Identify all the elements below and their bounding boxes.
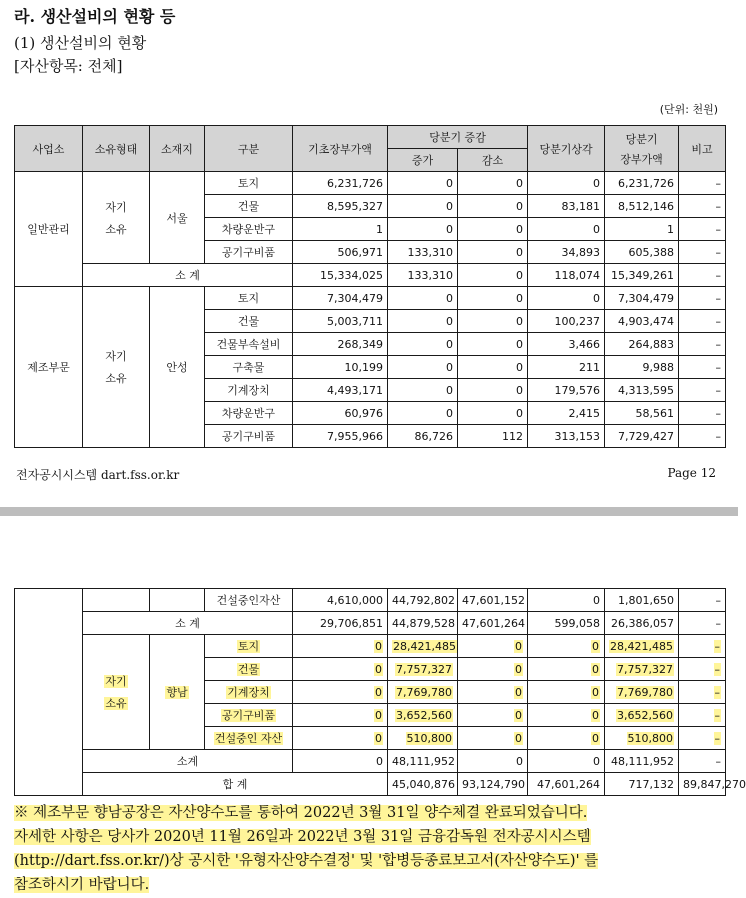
decrease-text: 0 [515,662,522,676]
closing-text: 510,800 [627,731,673,745]
category-text: 기계장치 [227,686,270,699]
opening-cell: 0 [293,750,388,773]
decrease-cell: 0 [458,241,528,264]
header-closing-book-value [605,126,679,172]
increase-cell [388,658,458,681]
decrease-cell: 112 [458,425,528,448]
depreciation-cell: 717,132 [605,773,679,796]
ownership-line2: 소유 [105,697,127,710]
opening-cell: 8,595,327 [293,195,388,218]
remark-cell: – [679,333,726,356]
increase-cell: 0 [388,356,458,379]
decrease-cell: 47,601,264 [528,773,605,796]
closing-cell: 9,988 [605,356,679,379]
table-row [15,635,726,658]
category-cell [205,658,293,681]
opening-cell: 7,955,966 [293,425,388,448]
decrease-cell: 0 [458,379,528,402]
remark-text: – [714,708,720,722]
increase-cell: 93,124,790 [458,773,528,796]
ownership-line2: 소유 [105,222,127,236]
category-cell: 건물 [205,195,293,218]
division-cell: 일반관리 [15,172,83,287]
opening-cell: 7,304,479 [293,287,388,310]
opening-cell [293,727,388,750]
opening-text: 0 [375,731,382,745]
opening-cell: 1 [293,218,388,241]
closing-cell: 1,801,650 [605,589,679,612]
increase-cell [388,727,458,750]
decrease-text: 0 [515,685,522,699]
increase-cell: 0 [388,195,458,218]
decrease-cell: 0 [458,264,528,287]
category-text: 건물 [237,663,260,676]
category-text: 건설중인 자산 [214,732,283,745]
remark-cell [679,704,726,727]
increase-cell: 44,792,802 [388,589,458,612]
closing-cell [605,658,679,681]
location-cell: 서울 [150,172,205,264]
remark-cell: – [679,264,726,287]
header-ownership: 소유형태 [83,126,150,172]
depreciation-cell: 2,415 [528,402,605,425]
header-depreciation: 당분기상각 [528,126,605,172]
opening-cell: 506,971 [293,241,388,264]
increase-cell [388,704,458,727]
increase-cell: 0 [388,172,458,195]
subtotal-row [15,612,726,635]
increase-cell: 133,310 [388,264,458,287]
subtotal-row [15,264,726,287]
footer-source: 전자공시시스템 dart.fss.or.kr [16,468,180,482]
closing-cell: 7,304,479 [605,287,679,310]
depreciation-cell: 3,466 [528,333,605,356]
remark-cell [679,681,726,704]
ownership-cell [83,635,150,750]
closing-cell: 7,729,427 [605,425,679,448]
opening-cell [293,681,388,704]
header-category: 구분 [205,126,293,172]
depreciation-cell [528,704,605,727]
ownership-cell-continued [83,589,150,612]
decrease-cell: 0 [458,356,528,379]
footnote-line: 참조하시기 바랍니다. [14,877,150,893]
closing-cell: 15,349,261 [605,264,679,287]
remark-cell: – [679,287,726,310]
increase-cell: 0 [388,310,458,333]
closing-cell: 605,388 [605,241,679,264]
remark-cell: – [679,425,726,448]
subtotal-label: 소 계 [83,612,293,635]
increase-cell: 48,111,952 [388,750,458,773]
remark-cell: – [679,310,726,333]
category-cell [205,635,293,658]
remark-cell [679,635,726,658]
opening-cell: 6,231,726 [293,172,388,195]
increase-cell [388,681,458,704]
depreciation-cell [528,658,605,681]
location-cell: 안성 [150,287,205,448]
header-closing-line2: 장부가액 [620,152,663,166]
header-closing-line1: 당분기 [625,132,658,146]
opening-cell: 4,610,000 [293,589,388,612]
footnote-line: (http://dart.fss.or.kr/)상 공시한 '유형자산양수결정' 및 '합병등종료보고서(자산양수도)' 를 [14,853,599,869]
decrease-cell: 0 [458,172,528,195]
opening-cell: 15,334,025 [293,264,388,287]
header-location: 소재지 [150,126,205,172]
footer-page-number: Page 12 [667,466,716,480]
closing-cell: 89,847,270 [679,773,726,796]
depreciation-text: 0 [592,639,599,653]
ownership-line2: 소유 [105,372,127,385]
opening-text: 0 [375,708,382,722]
closing-text: 7,769,780 [617,685,673,699]
category-text: 공기구비품 [221,709,276,722]
depreciation-cell [528,635,605,658]
division-cell: 제조부문 [15,287,83,448]
category-cell: 토지 [205,287,293,310]
facility-table-top [14,125,726,448]
depreciation-text: 0 [592,731,599,745]
opening-text: 0 [375,662,382,676]
remark-cell: – [679,402,726,425]
remark-text: – [714,731,720,745]
increase-text: 7,769,780 [396,685,452,699]
decrease-cell: 0 [458,310,528,333]
closing-cell: 1 [605,218,679,241]
footnote-line: 자세한 사항은 당사가 2020년 11월 26일과 2022년 3월 31일 금융감독원 전자공시시스템 [14,829,591,845]
decrease-cell [458,704,528,727]
depreciation-cell: 118,074 [528,264,605,287]
remark-cell: – [679,172,726,195]
opening-cell [293,704,388,727]
category-cell: 건설중인자산 [205,589,293,612]
opening-cell: 29,706,851 [293,612,388,635]
closing-cell [605,704,679,727]
category-cell [205,727,293,750]
remark-cell: – [679,218,726,241]
decrease-cell: 47,601,264 [458,612,528,635]
depreciation-cell: 83,181 [528,195,605,218]
opening-cell [293,635,388,658]
increase-cell: 0 [388,218,458,241]
table-header-row [15,126,726,149]
closing-cell: 6,231,726 [605,172,679,195]
depreciation-cell [528,727,605,750]
depreciation-text: 0 [592,685,599,699]
subtotal-row [15,750,726,773]
decrease-cell [458,635,528,658]
opening-cell: 60,976 [293,402,388,425]
closing-cell [605,681,679,704]
increase-text: 28,421,485 [393,639,456,653]
opening-cell: 10,199 [293,356,388,379]
decrease-cell [458,658,528,681]
table-row [15,589,726,612]
header-increase: 증가 [388,149,458,172]
table-row [15,287,726,310]
location-cell [150,635,205,750]
header-change: 당분기 증감 [388,126,528,149]
decrease-text: 0 [515,731,522,745]
decrease-cell: 0 [458,218,528,241]
decrease-cell: 47,601,152 [458,589,528,612]
table-row [15,172,726,195]
location-cell-continued [150,589,205,612]
depreciation-text: 0 [592,708,599,722]
category-cell [205,704,293,727]
increase-text: 3,652,560 [396,708,452,722]
opening-text: 0 [375,639,382,653]
decrease-cell [458,727,528,750]
location-text: 향남 [166,686,188,699]
increase-cell [388,635,458,658]
closing-cell: 26,386,057 [605,612,679,635]
increase-cell: 0 [388,333,458,356]
opening-cell: 5,003,711 [293,310,388,333]
remark-text: – [714,639,720,653]
opening-cell: 4,493,171 [293,379,388,402]
opening-cell [293,658,388,681]
depreciation-cell: 0 [528,750,605,773]
closing-cell: 48,111,952 [605,750,679,773]
category-cell: 건물부속설비 [205,333,293,356]
ownership-cell [83,287,150,448]
decrease-cell: 0 [458,750,528,773]
category-cell: 토지 [205,172,293,195]
ownership-line1: 자기 [105,675,127,688]
footnote-line: ※ 제조부문 향남공장은 자산양수도를 통하여 2022년 3월 31일 양수체결 완료되었습니다. [14,805,588,821]
division-cell-continued [15,589,83,796]
remark-cell: – [679,612,726,635]
category-cell: 공기구비품 [205,425,293,448]
increase-cell: 86,726 [388,425,458,448]
increase-cell: 0 [388,287,458,310]
decrease-text: 0 [515,708,522,722]
decrease-cell: 0 [458,195,528,218]
grand-total-label: 합 계 [83,773,388,796]
decrease-text: 0 [515,639,522,653]
category-cell: 차량운반구 [205,402,293,425]
category-cell: 구축물 [205,356,293,379]
depreciation-cell: 313,153 [528,425,605,448]
depreciation-cell: 0 [528,589,605,612]
opening-text: 0 [375,685,382,699]
increase-cell: 44,879,528 [388,612,458,635]
remark-cell [679,658,726,681]
ownership-line1: 자기 [105,200,127,214]
remark-text: – [714,662,720,676]
remark-cell [679,727,726,750]
closing-text: 28,421,485 [610,639,673,653]
opening-cell: 45,040,876 [388,773,458,796]
increase-cell: 0 [388,379,458,402]
category-cell: 공기구비품 [205,241,293,264]
increase-cell: 133,310 [388,241,458,264]
opening-cell: 268,349 [293,333,388,356]
closing-cell: 4,313,595 [605,379,679,402]
remark-cell: – [679,589,726,612]
category-cell: 기계장치 [205,379,293,402]
subtotal-label: 소 계 [83,264,293,287]
depreciation-cell [528,681,605,704]
remark-cell: – [679,195,726,218]
page-divider [0,507,738,516]
facility-table-continued [14,588,746,796]
closing-cell [605,635,679,658]
depreciation-cell: 100,237 [528,310,605,333]
decrease-cell: 0 [458,287,528,310]
header-division: 사업소 [15,126,83,172]
increase-text: 7,757,327 [396,662,452,676]
ownership-line1: 자기 [105,350,127,363]
decrease-cell: 0 [458,402,528,425]
remark-text: – [714,685,720,699]
closing-text: 3,652,560 [617,708,673,722]
depreciation-cell: 211 [528,356,605,379]
closing-cell: 58,561 [605,402,679,425]
header-opening-book-value: 기초장부가액 [293,126,388,172]
unit-label: (단위: 천원) [659,103,718,116]
closing-cell: 4,903,474 [605,310,679,333]
depreciation-cell: 179,576 [528,379,605,402]
depreciation-cell: 0 [528,218,605,241]
section-title: 라. 생산설비의 현황 등 [14,7,176,26]
closing-cell: 264,883 [605,333,679,356]
increase-cell: 0 [388,402,458,425]
category-cell: 건물 [205,310,293,333]
asset-category-label: [자산항목: 전체] [14,57,123,75]
remark-cell: – [679,356,726,379]
ownership-cell [83,172,150,264]
header-decrease: 감소 [458,149,528,172]
depreciation-cell: 0 [528,287,605,310]
decrease-cell [458,681,528,704]
depreciation-cell: 0 [528,172,605,195]
depreciation-cell: 599,058 [528,612,605,635]
closing-cell [605,727,679,750]
category-cell [205,681,293,704]
depreciation-cell: 34,893 [528,241,605,264]
decrease-cell: 0 [458,333,528,356]
remark-cell: – [679,241,726,264]
category-cell: 차량운반구 [205,218,293,241]
closing-text: 7,757,327 [617,662,673,676]
category-text: 토지 [237,640,260,653]
grand-total-row [15,773,726,796]
increase-text: 510,800 [406,731,452,745]
section-subtitle: (1) 생산설비의 현황 [14,34,147,52]
header-remark: 비고 [679,126,726,172]
depreciation-text: 0 [592,662,599,676]
footnote [14,801,726,897]
closing-cell: 8,512,146 [605,195,679,218]
remark-cell: – [679,379,726,402]
subtotal-label: 소계 [83,750,293,773]
remark-cell: – [679,750,726,773]
